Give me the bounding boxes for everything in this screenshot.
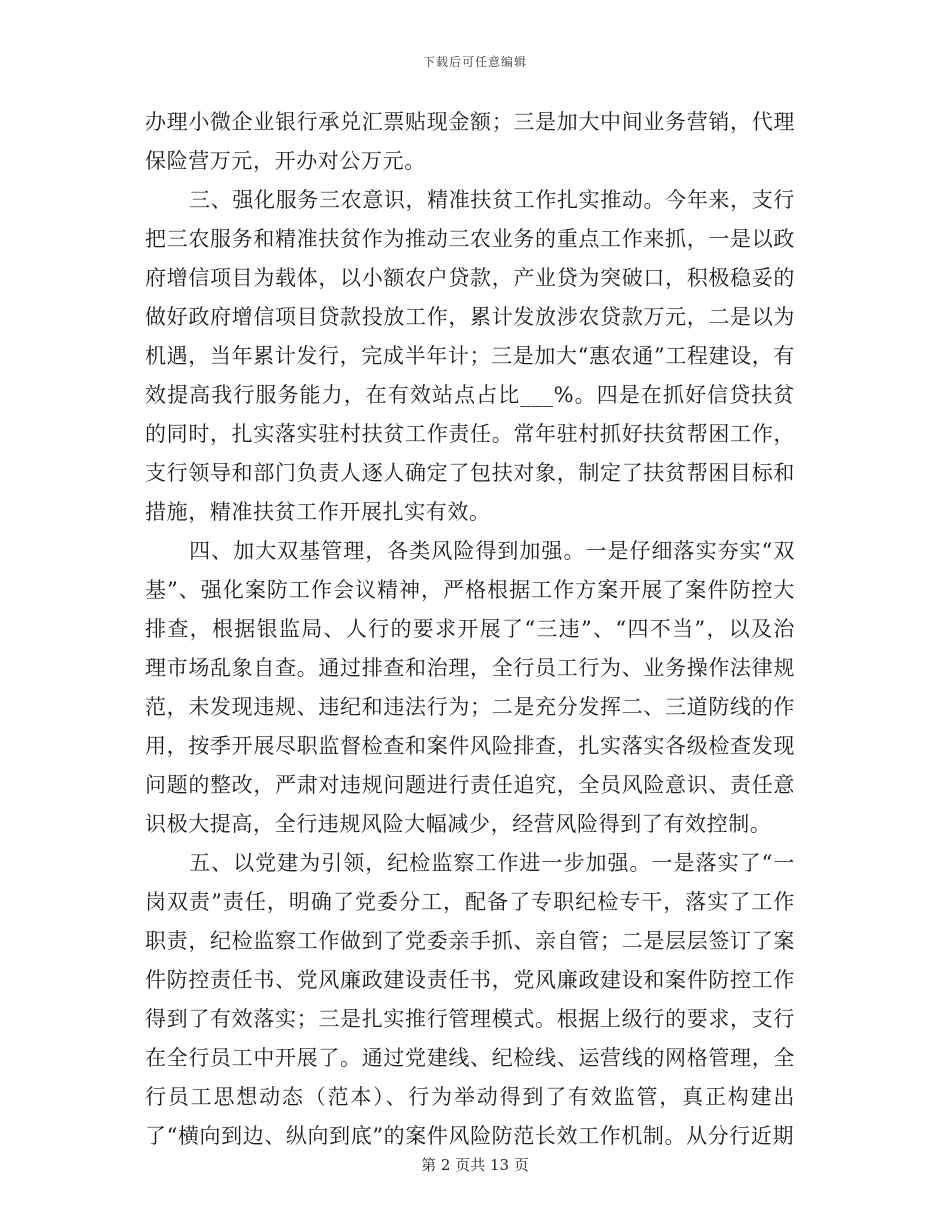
page-number: 第 2 页共 13 页: [421, 1156, 529, 1174]
page-header: [0, 53, 950, 70]
paragraph-section-four: 四、加大双基管理，各类风险得到加强。一是仔细落实夯实“双基”、强化案防工作会议精神，严格根据工作方案开展了案件防控大排查，根据银监局、人行的要求开展了“三违”、“四不当”，以及治理市场乱象自查。通过排查和治理，全行员工行为、业务操作法律规范，未发现违规、违纪和违法行为；二是充分发挥二、三道防线的作用，按季开展尽职监督检查和案件风险排查，扎实落实各级检查发现问题的整改，严肃对违规问题进行责任追究，全员风险意识、责任意识极大提高，全行违规风险大幅减少，经营风险得到了有效控制。: [145, 539, 795, 836]
page-footer: [0, 1154, 950, 1175]
document-body: [145, 103, 795, 1156]
header-note: 下载后可任意编辑: [422, 55, 527, 69]
paragraph-continuation: 办理小微企业银行承兑汇票贴现金额；三是加大中间业务营销，代理保险营万元，开办对公万元。: [145, 110, 795, 173]
paragraph-section-five: 五、以党建为引领，纪检监察工作进一步加强。一是落实了“一岗双责”责任，明确了党委分工，配备了专职纪检专干，落实了工作职责，纪检监察工作做到了党委亲手抓、亲自管；二是层层签订了案件防控责任书、党风廉政建设责任书，党风廉政建设和案件防控工作得到了有效落实；三是扎实推行管理模式。根据上级行的要求，支行在全行员工中开展了。通过党建线、纪检线、运营线的网格管理，全行员工思想动态（范本）、行为举动得到了有效监管，真正构建出了“横向到边、纵向到底”的案件风险防范长效工作机制。从分行近期: [145, 851, 795, 1148]
paragraph-section-three: 三、强化服务三农意识，精准扶贫工作扎实推动。今年来，支行把三农服务和精准扶贫作为推动三农业务的重点工作来抓，一是以政府增信项目为载体，以小额农户贷款，产业贷为突破口，积极稳妥的做好政府增信项目贷款投放工作，累计发放涉农贷款万元，二是以为机遇，当年累计发行，完成半年计；三是加大“惠农通”工程建设，有效提高我行服务能力，在有效站点占比___%。四是在抓好信贷扶贫的同时，扎实落实驻村扶贫工作责任。常年驻村抓好扶贫帮困工作，支行领导和部门负责人逐人确定了包扶对象，制定了扶贫帮困目标和措施，精准扶贫工作开展扎实有效。: [145, 188, 795, 524]
